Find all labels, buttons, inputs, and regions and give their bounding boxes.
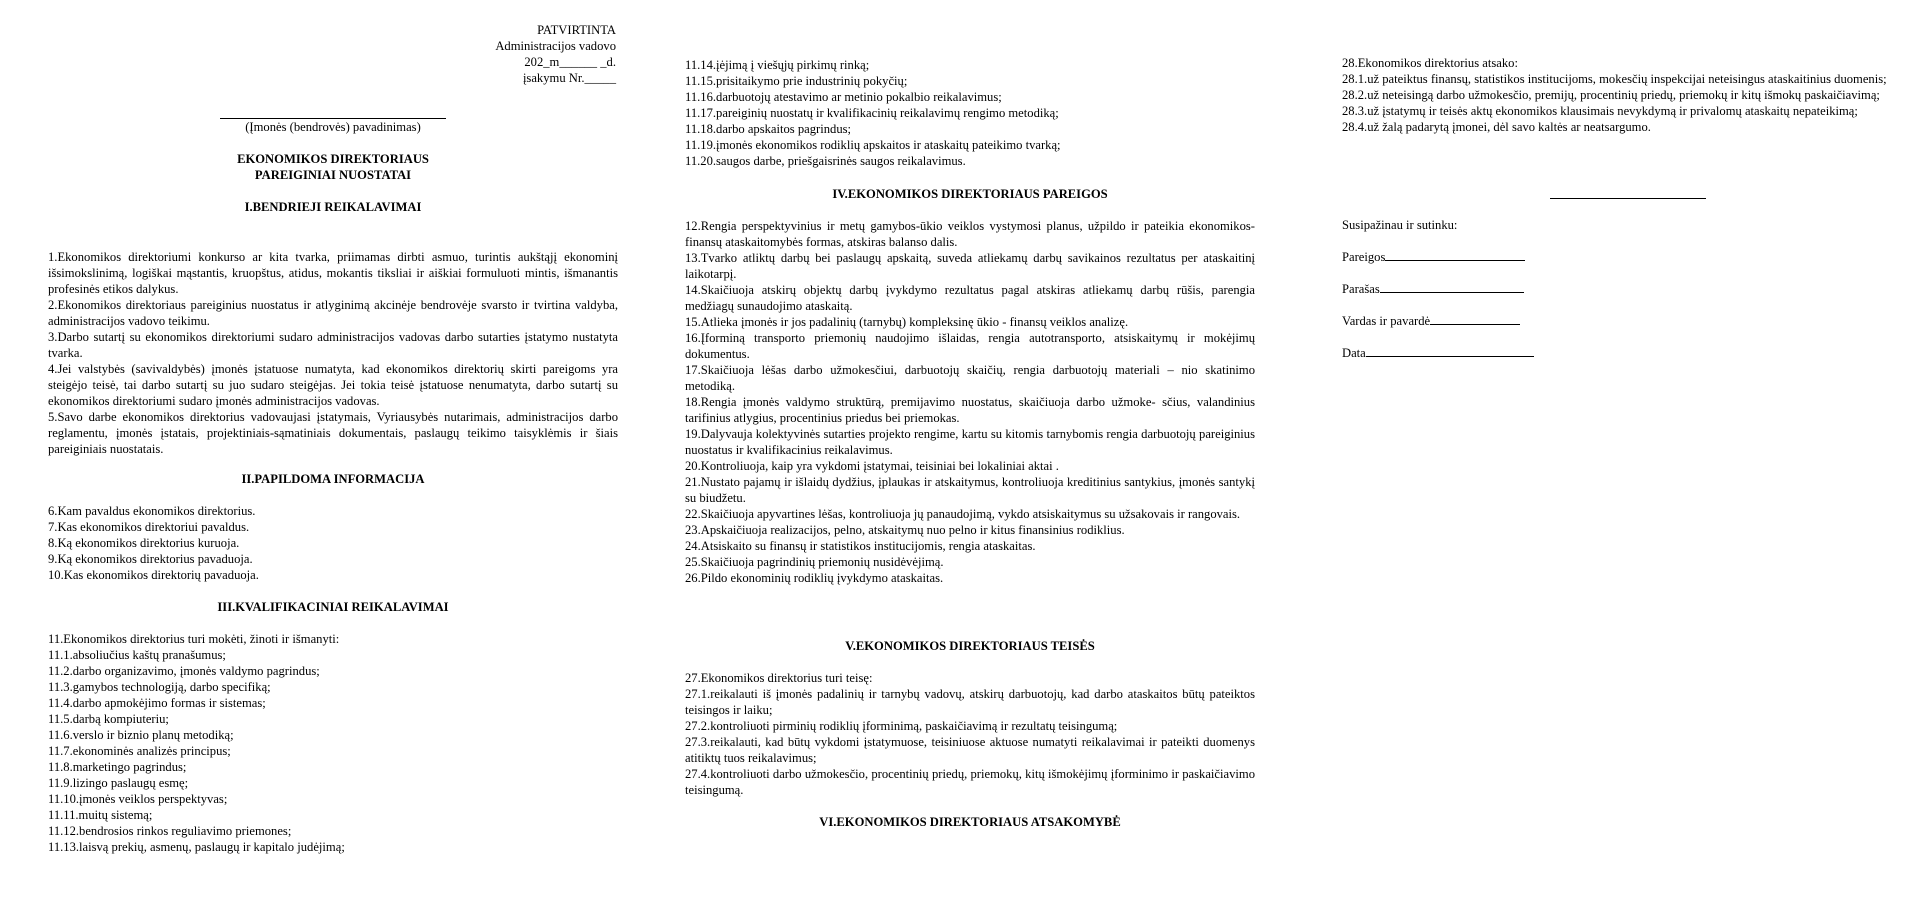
- signature-field-sign: [1342, 281, 1913, 297]
- section-heading-5: V.EKONOMIKOS DIREKTORIAUS TEISĖS: [845, 639, 1095, 653]
- list-item: 11.11.muitų sistemą;: [48, 808, 153, 822]
- list-item: 18.Rengia įmonės valdymo struktūrą, premijavimo nuostatus, skaičiuoja darbo užmoke- sčius, valandinius tarifinius atlygius, procentinius priedus bei priemokas.: [685, 395, 1255, 425]
- list-item: 27.4.kontroliuoti darbo užmokesčio, procentinių priedų, priemokų, kitų išmokėjimų įforminimo ir paskaičiavimo teisingumą.: [685, 767, 1255, 797]
- list-item: 26.Pildo ekonominių rodiklių įvykdymo ataskaitas.: [685, 571, 944, 585]
- signature-block: [1342, 217, 1913, 361]
- list-item: 11.1.absoliučius kaštų pranašumus;: [48, 648, 226, 662]
- signature-field-date: [1342, 345, 1913, 361]
- signature-field-line: [1430, 324, 1520, 325]
- list-item: 13.Tvarko atliktų darbų bei paslaugų apskaitą, suveda atliekamų darbų savikainos rezultatus per ataskaitinį laikotarpį.: [685, 251, 1255, 281]
- section-heading-6: VI.EKONOMIKOS DIREKTORIAUS ATSAKOMYBĖ: [819, 815, 1121, 829]
- section-3-body-part-1: [48, 631, 618, 855]
- document-title-line-1: EKONOMIKOS DIREKTORIAUS: [237, 152, 429, 166]
- list-item: 6.Kam pavaldus ekonomikos direktorius.: [48, 504, 256, 518]
- list-item: 28.4.už žalą padarytą įmonei, dėl savo kaltės ar neatsargumo.: [1342, 120, 1651, 134]
- approval-line-1: PATVIRTINTA: [537, 23, 616, 37]
- approval-line-3: 202_m______ _d.: [524, 55, 616, 69]
- list-item: 11.18.darbo apskaitos pagrindus;: [685, 122, 852, 136]
- signature-field-label: Pareigos: [1342, 250, 1386, 264]
- approval-block: [356, 22, 616, 86]
- list-item: 2.Ekonomikos direktoriaus pareiginius nuostatus ir atlyginimą akcinėje bendrovėje svarsto ir tvirtina valdyba, administracijos vadovo teikimu.: [48, 298, 618, 328]
- list-item: 28.Ekonomikos direktorius atsako:: [1342, 56, 1518, 70]
- list-item: 23.Apskaičiuoja realizacijos, pelno, atskaitymų nuo pelno ir kitus finansinius rodiklius.: [685, 523, 1125, 537]
- list-item: 21.Nustato pajamų ir išlaidų dydžius, įplaukas ir atskaitymus, kontroliuoja kreditinius santykius, įmonės santykį su biudžetu.: [685, 475, 1255, 505]
- list-item: 17.Skaičiuoja lėšas darbo užmokesčiui, darbuotojų skaičių, rengia darbuotojų materiali – nio skatinimo metodiką.: [685, 363, 1255, 393]
- signature-field-line: [1380, 292, 1524, 293]
- section-3-body-part-2: [685, 57, 1255, 169]
- list-item: 9.Ką ekonomikos direktorius pavaduoja.: [48, 552, 253, 566]
- list-item: 11.15.prisitaikymo prie industrinių pokyčių;: [685, 74, 908, 88]
- list-item: 27.1.reikalauti iš įmonės padalinių ir tarnybų vadovų, atskirų darbuotojų, kad darbo ataskaitos būtų pateiktos teisingos ir laiku;: [685, 687, 1255, 717]
- list-item: 11.4.darbo apmokėjimo formas ir sistemas;: [48, 696, 266, 710]
- end-divider: [1550, 198, 1706, 199]
- signature-field-position: [1342, 249, 1913, 265]
- company-name-caption: (Įmonės (bendrovės) pavadinimas): [245, 120, 421, 134]
- section-5-body: [685, 670, 1255, 798]
- list-item: 27.2.kontroliuoti pirminių rodiklių įforminimą, paskaičiavimą ir rezultatų teisingumą;: [685, 719, 1118, 733]
- list-item: 5.Savo darbe ekonomikos direktorius vadovaujasi įstatymais, Vyriausybės nutarimais, administracijos darbo reglamentu, įmonės įstatais, projektiniais-sąmatiniais dokumentais, paslaugų teikimo taisyklėmis ir šiais pareiginiais nuostatais.: [48, 410, 618, 456]
- list-item: 22.Skaičiuoja apyvartines lėšas, kontroliuoja jų panaudojimą, vykdo atsiskaitymus su užsakovais ir rangovais.: [685, 507, 1241, 521]
- list-item: 28.3.už įstatymų ir teisės aktų ekonomikos klausimais nevykdymą ir privalomų ataskaitų nepateikimą;: [1342, 104, 1858, 118]
- list-item: 27.3.reikalauti, kad būtų vykdomi įstatymuose, teisiniuose aktuose numatyti reikalavimai ir pateikti duomenys atitiktų tuos reikalavimus;: [685, 735, 1255, 765]
- list-item: 27.Ekonomikos direktorius turi teisę:: [685, 671, 873, 685]
- list-item: 11.7.ekonominės analizės principus;: [48, 744, 231, 758]
- company-name-line: [220, 102, 446, 119]
- list-item: 14.Skaičiuoja atskirų objektų darbų įvykdymo rezultatus pagal atskiras atliekamų darbų rūšis, parengia medžiagų sunaudojimo ataskaitą.: [685, 283, 1255, 313]
- section-heading-4: IV.EKONOMIKOS DIREKTORIAUS PAREIGOS: [832, 187, 1108, 201]
- list-item: 3.Darbo sutartį su ekonomikos direktoriumi sudaro administracijos vadovas darbo sutarties įstatymo nustatyta tvarka.: [48, 330, 618, 360]
- section-1-body: [48, 249, 618, 457]
- list-item: 10.Kas ekonomikos direktorių pavaduoja.: [48, 568, 259, 582]
- list-item: 11.6.verslo ir biznio planų metodiką;: [48, 728, 234, 742]
- section-heading-2: II.PAPILDOMA INFORMACIJA: [241, 472, 425, 486]
- list-item: 12.Rengia perspektyvinius ir metų gamybos-ūkio veiklos vystymosi planus, užpildo ir pateikia ekonomikos-finansų ataskaitomybės formas, atskiras balanso dalis.: [685, 219, 1255, 249]
- list-item: 24.Atsiskaito su finansų ir statistikos institucijomis, rengia ataskaitas.: [685, 539, 1036, 553]
- list-item: 11.5.darbą kompiuteriu;: [48, 712, 169, 726]
- list-item: 11.9.lizingo paslaugų esmę;: [48, 776, 189, 790]
- section-4-body: [685, 218, 1255, 586]
- document-title-line-2: PAREIGINIAI NUOSTATAI: [254, 168, 412, 182]
- approval-line-2: Administracijos vadovo: [495, 39, 616, 53]
- company-name-block: [220, 102, 446, 135]
- list-item: 11.10.įmonės veiklos perspektyvas;: [48, 792, 228, 806]
- list-item: 11.2.darbo organizavimo, įmonės valdymo pagrindus;: [48, 664, 320, 678]
- list-item: 16.Įforminą transporto priemonių naudojimo išlaidas, rengia autotransporto, atsiskaitymų ir mokėjimų dokumentus.: [685, 331, 1255, 361]
- list-item: 11.Ekonomikos direktorius turi mokėti, žinoti ir išmanyti:: [48, 632, 340, 646]
- section-heading-1: I.BENDRIEJI REIKALAVIMAI: [244, 200, 422, 214]
- list-item: 8.Ką ekonomikos direktorius kuruoja.: [48, 536, 240, 550]
- list-item: 1.Ekonomikos direktoriumi konkurso ar kita tvarka, priimamas dirbti asmuo, turintis aukštąjį ekonominį išsimokslinimą, logiškai mąstantis, kruopštus, atidus, mokantis tiksliai ir aiškiai formuluoti mintis, išmanantis profesinės etikos dalykus.: [48, 250, 618, 296]
- list-item: 11.3.gamybos technologiją, darbo specifiką;: [48, 680, 271, 694]
- signature-intro: Susipažinau ir sutinku:: [1342, 218, 1458, 232]
- signature-field-label: Vardas ir pavardė: [1342, 314, 1431, 328]
- document-title: [48, 151, 618, 183]
- list-item: 20.Kontroliuoja, kaip yra vykdomi įstatymai, teisiniai bei lokaliniai aktai .: [685, 459, 1059, 473]
- section-6-body: [1342, 55, 1913, 135]
- list-item: 11.8.marketingo pagrindus;: [48, 760, 187, 774]
- signature-field-label: Data: [1342, 346, 1366, 360]
- list-item: 15.Atlieka įmonės ir jos padalinių (tarnybų) kompleksinę ūkio - finansų veiklos analizę.: [685, 315, 1129, 329]
- list-item: 28.2.už neteisingą darbo užmokesčio, premijų, procentinių priedų, priemokų ir kitų išmokų paskaičiavimą;: [1342, 88, 1880, 102]
- section-2-body: [48, 503, 618, 583]
- list-item: 11.19.įmonės ekonomikos rodiklių apskaitos ir ataskaitų pateikimo tvarką;: [685, 138, 1061, 152]
- signature-field-name: [1342, 313, 1913, 329]
- list-item: 4.Jei valstybės (savivaldybės) įmonės įstatuose numatyta, kad ekonomikos direktorių skirti pareigoms yra steigėjo teisė, tai darbo sutartį su juo sudaro steigėjas. Jei tokia teisė įstatuose nenumatyta, darbo sutartį su ekonomikos direktoriumi sudaro įmonės administracijos vadovas.: [48, 362, 618, 408]
- list-item: 28.1.už pateiktus finansų, statistikos institucijoms, mokesčių inspekcijai neteisingus ataskaitinius duomenis;: [1342, 72, 1887, 86]
- list-item: 25.Skaičiuoja pagrindinių priemonių nusidėvėjimą.: [685, 555, 944, 569]
- signature-field-label: Parašas: [1342, 282, 1380, 296]
- section-heading-3: III.KVALIFIKACINIAI REIKALAVIMAI: [217, 600, 449, 614]
- approval-line-4: įsakymu Nr._____: [522, 71, 616, 85]
- list-item: 19.Dalyvauja kolektyvinės sutarties projekto rengime, kartu su kitomis tarnybomis rengia darbuotojų pareiginius nuostatus ir kvalifikacinius reikalavimus.: [685, 427, 1255, 457]
- signature-field-line: [1366, 356, 1534, 357]
- list-item: 7.Kas ekonomikos direktoriui pavaldus.: [48, 520, 250, 534]
- list-item: 11.14.įėjimą į viešųjų pirkimų rinką;: [685, 58, 870, 72]
- list-item: 11.13.laisvą prekių, asmenų, paslaugų ir kapitalo judėjimą;: [48, 840, 345, 854]
- list-item: 11.20.saugos darbe, priešgaisrinės saugos reikalavimus.: [685, 154, 966, 168]
- list-item: 11.16.darbuotojų atestavimo ar metinio pokalbio reikalavimus;: [685, 90, 1002, 104]
- list-item: 11.17.pareiginių nuostatų ir kvalifikacinių reikalavimų rengimo metodiką;: [685, 106, 1059, 120]
- signature-field-line: [1385, 260, 1525, 261]
- list-item: 11.12.bendrosios rinkos reguliavimo priemones;: [48, 824, 292, 838]
